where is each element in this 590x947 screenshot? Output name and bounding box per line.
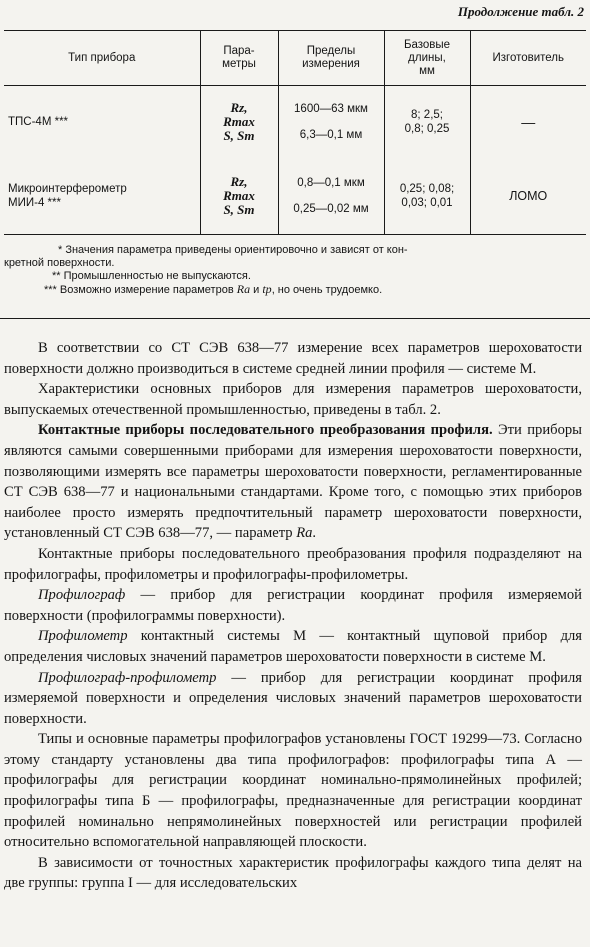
paragraph: В соответствии со СТ СЭВ 638—77 измерение всех параметров шероховатости поверхности должно производиться в системе средней линии профиля — системе М. <box>4 340 582 377</box>
term: Профилограф-профилометр <box>38 669 217 686</box>
header-params: Пара- метры <box>200 31 278 86</box>
range-value: 0,8—0,1 мкм <box>297 177 365 189</box>
cell-maker: ЛОМО <box>470 158 586 235</box>
section-heading: Контактные приборы последовательного преобразования профиля. <box>38 422 493 439</box>
param-rmax: Rmax <box>223 188 255 203</box>
base-value: 8; 2,5; <box>411 109 443 121</box>
param-s-sm: S, Sm <box>223 128 255 143</box>
param-rz: Rz, <box>230 100 248 115</box>
table-continuation-label: Продолжение табл. 2 <box>457 4 584 19</box>
paragraph: В зависимости от точностных характеристик профилографы каждого типа делят на две группы: группа I — для исследовательских <box>4 854 582 892</box>
cell-maker: — <box>470 86 586 159</box>
footnote-3: *** Возможно измерение параметров Ra и tp, но очень трудоемко. <box>44 282 383 296</box>
table-row <box>4 158 586 235</box>
header-range: Пределы измерения <box>278 31 384 86</box>
param-s-sm: S, Sm <box>223 202 255 217</box>
term: Профилограф <box>38 587 126 604</box>
table-header-row <box>4 31 586 86</box>
cell-base <box>384 158 470 235</box>
range-value: 0,25—0,02 мм <box>293 203 369 215</box>
header-maker: Изготовитель <box>470 31 586 86</box>
table-footnotes <box>4 244 586 297</box>
param-rmax: Rmax <box>223 114 255 129</box>
table-row <box>4 86 586 159</box>
base-value: 0,25; 0,08; <box>399 183 455 195</box>
instrument-table <box>4 30 586 235</box>
range-value: 1600—63 мкм <box>294 103 368 115</box>
cell-range <box>278 86 384 159</box>
cell-params <box>200 158 278 235</box>
footnote-2: ** Промышленностью не выпускаются. <box>52 270 251 282</box>
header-base: Базовые длины, мм <box>384 31 470 86</box>
paragraph: Контактные приборы последовательного преобразования профиля подразделяют на профилографы, профилометры и профилографы-профилометры. <box>4 545 582 583</box>
body-text <box>4 338 582 894</box>
footnote-1: * Значения параметра приведены ориентировочно и зависят от кон- кретной поверхности. <box>4 244 408 269</box>
header-type: Тип прибора <box>4 31 200 86</box>
paragraph: Профилометр контактный системы М — контактный щуповой прибор для определения числовых значений параметров шероховатости поверхности в системе М. <box>4 628 582 665</box>
paragraph: Профилограф — прибор для регистрации координат профиля измеряемой поверхности (профилограммы поверхности). <box>4 587 582 624</box>
term: Профилометр <box>38 628 128 645</box>
paragraph: Профилограф-профилометр — прибор для регистрации координат профиля измеряемой поверхности и определения числовых значений параметров шероховатости поверхности. <box>4 669 582 727</box>
cell-base <box>384 86 470 159</box>
cell-type: Микроинтерферометр МИИ-4 *** <box>4 158 200 235</box>
paragraph: Контактные приборы последовательного преобразования профиля. Эти приборы являются самыми совершенными приборами для измерения шероховатости поверхности, позволяющими измерять все параметры шероховатости поверхности, регламентированные СТ СЭВ 638—77 и национальными стандартами. Кроме того, с помощью этих приборов наиболее просто измерять предпочтительный параметр шероховатости поверхности, установленный СТ СЭВ 638—77, — параметр Ra. <box>4 422 582 542</box>
paragraph: Типы и основные параметры профилографов установлены ГОСТ 19299—73. Согласно этому стандарту установлены два типа профилографов: профилографы типа А — профилографы для регистрации координат номинально-прямолинейных профилей; профилографы типа Б — профилографы, предназначенные для регистрации координат профилей номинально непрямолинейных поверхностей или регистрации профилей относительно вспомогательной направляющей плоскости. <box>4 731 582 851</box>
base-value: 0,8; 0,25 <box>404 123 450 135</box>
param-rz: Rz, <box>230 174 248 189</box>
cell-type: ТПС-4М *** <box>8 116 69 128</box>
base-value: 0,03; 0,01 <box>401 197 453 209</box>
range-value: 6,3—0,1 мм <box>299 129 363 141</box>
cell-range <box>278 158 384 235</box>
paragraph: Характеристики основных приборов для измерения параметров шероховатости, выпускаемых отечественной промышленностью, приведены в табл. 2. <box>4 381 582 418</box>
section-divider <box>0 318 590 319</box>
cell-params <box>200 86 278 159</box>
